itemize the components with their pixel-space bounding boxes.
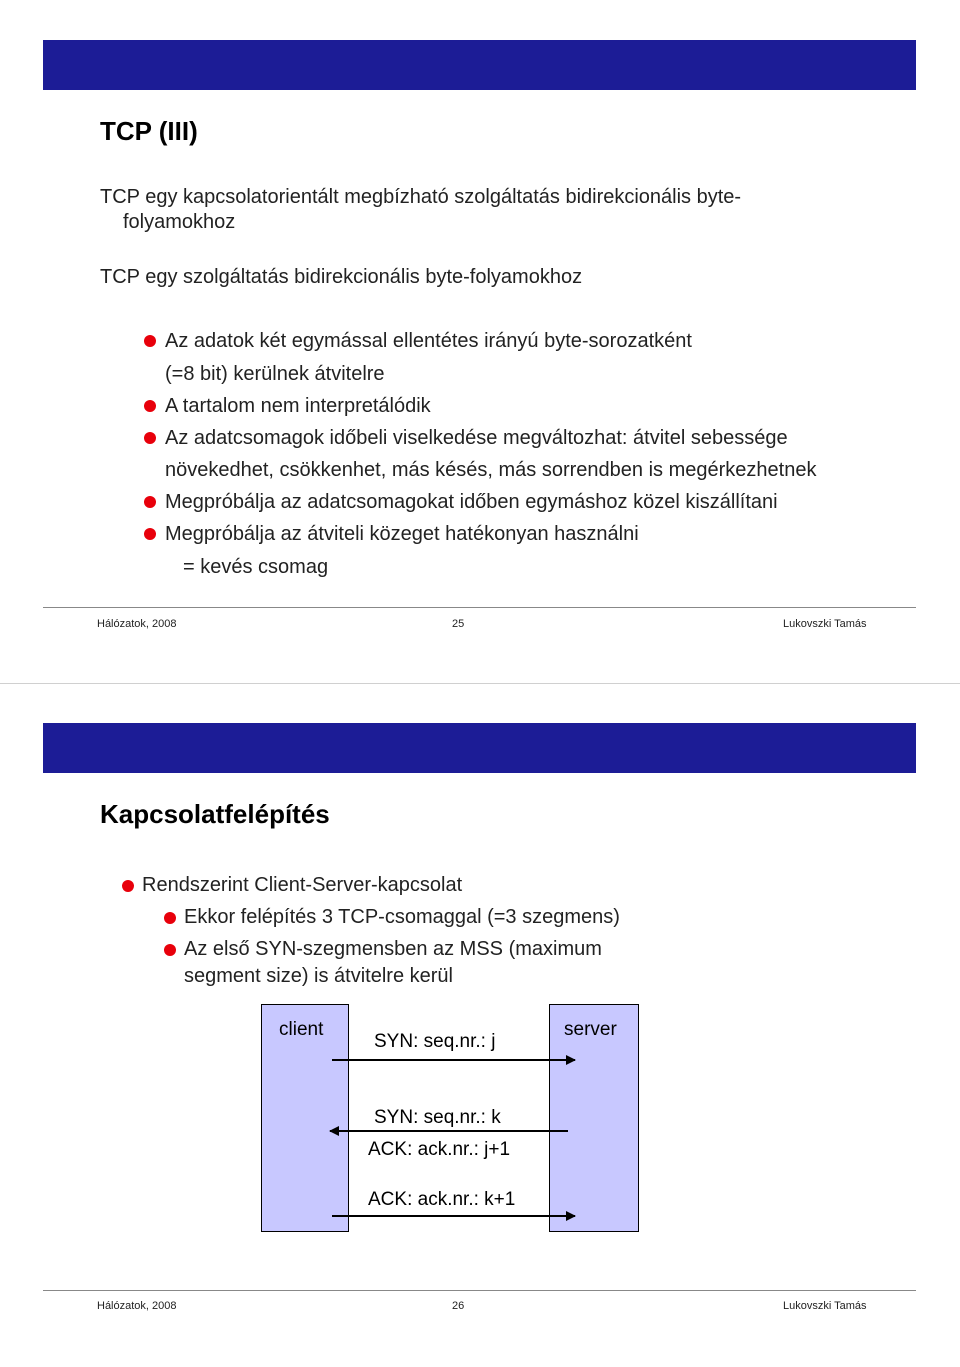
slide1-para1-line2: folyamokhoz <box>123 211 236 233</box>
slide2-sub-2: Az első SYN-szegmensben az MSS (maximum <box>184 938 602 960</box>
slide1-footer-left: Hálózatok, 2008 <box>97 618 177 630</box>
slide2-footer-rule <box>43 1290 916 1291</box>
slide2-footer-page: 26 <box>452 1300 465 1312</box>
msg-syn-k: SYN: seq.nr.: k <box>374 1107 501 1128</box>
slide1-bullet-4: Megpróbálja az adatcsomagokat időben egymáshoz közel kiszállítani <box>165 491 778 513</box>
slide2-footer-left: Hálózatok, 2008 <box>97 1300 177 1312</box>
slide2-footer-right: Lukovszki Tamás <box>783 1300 867 1312</box>
slide1-footer-page: 25 <box>452 618 465 630</box>
msg-ack-k: ACK: ack.nr.: k+1 <box>368 1189 516 1210</box>
slide1-bullet-1: Az adatok két egymással ellentétes irányú byte-sorozatként <box>165 330 692 352</box>
slide2-sub-2-cont: segment size) is átvitelre kerül <box>184 965 453 987</box>
slide1-bullet-2: A tartalom nem interpretálódik <box>165 395 431 417</box>
server-label: server <box>564 1019 617 1040</box>
slide1-title: TCP (III) <box>100 116 198 146</box>
slide1-bullet-3-cont: növekedhet, csökkenhet, más késés, más sorrendben is megérkezhetnek <box>165 459 817 481</box>
msg-syn: SYN: seq.nr.: j <box>374 1031 496 1052</box>
slide1-para2: TCP egy szolgáltatás bidirekcionális byte-folyamokhoz <box>100 266 583 288</box>
slide1-bullet-5: Megpróbálja az átviteli közeget hatékonyan használni <box>165 523 639 545</box>
slide1-para1-line1: TCP egy kapcsolatorientált megbízható szolgáltatás bidirekcionális byte- <box>100 186 742 208</box>
slide1-bullet-3: Az adatcsomagok időbeli viselkedése megváltozhat: átvitel sebessége <box>165 427 788 449</box>
slide2-sub-1: Ekkor felépítés 3 TCP-csomaggal (=3 szegmens) <box>184 906 620 928</box>
slide2-title: Kapcsolatfelépítés <box>100 799 330 829</box>
slide1-bullet-1-cont: (=8 bit) kerülnek átvitelre <box>165 363 385 385</box>
msg-ack-j: ACK: ack.nr.: j+1 <box>368 1139 511 1160</box>
client-label: client <box>279 1019 324 1040</box>
slide1-footer-right: Lukovszki Tamás <box>783 618 867 630</box>
slide1-bullet-5-cont: = kevés csomag <box>183 556 329 578</box>
slide2-bullet-1: Rendszerint Client-Server-kapcsolat <box>142 874 463 896</box>
